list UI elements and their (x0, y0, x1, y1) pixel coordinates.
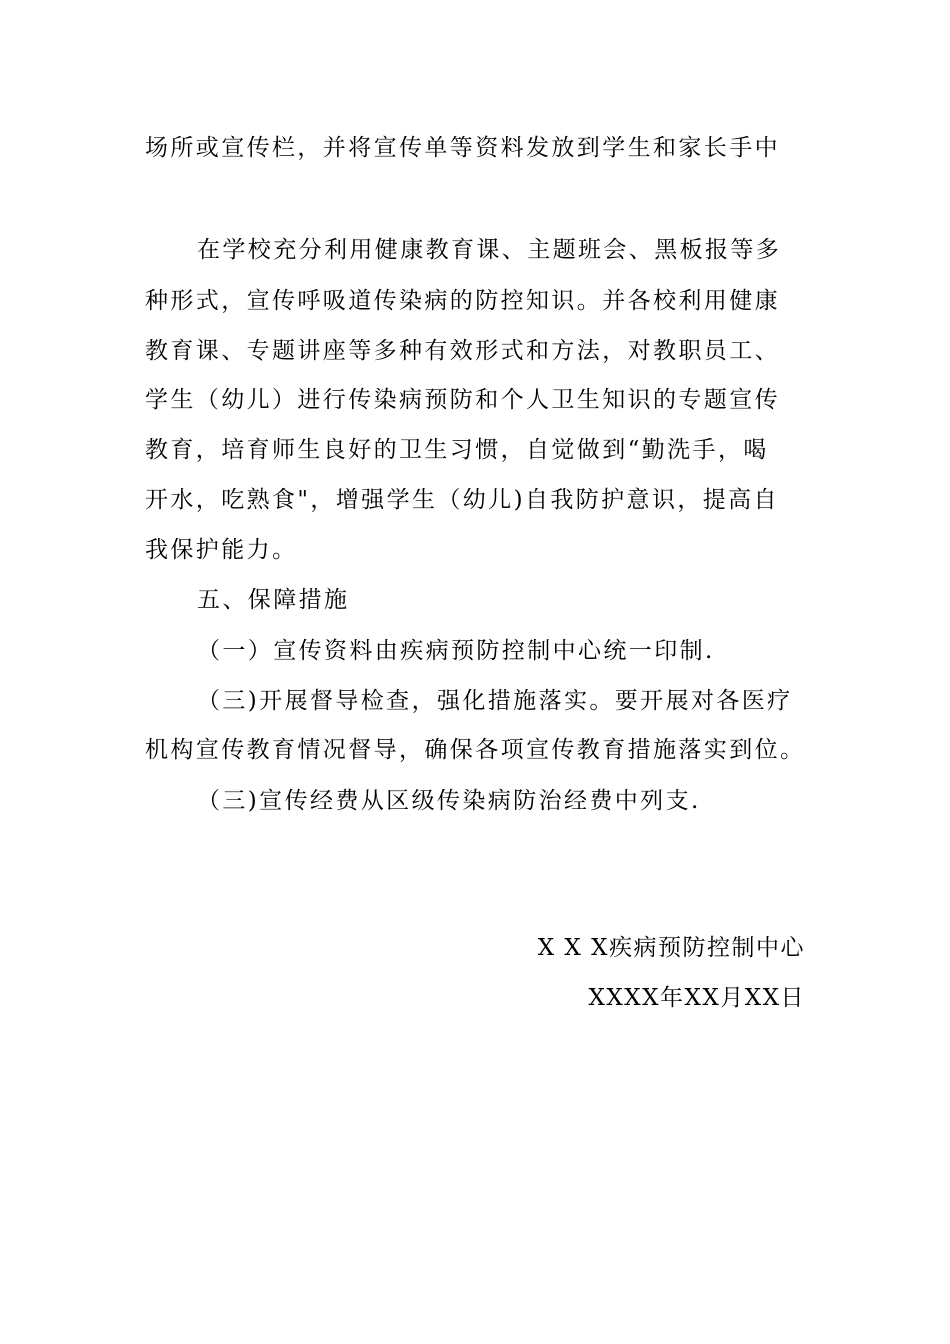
text-line: （一）宣传资料由疾病预防控制中心统一印制. (197, 638, 715, 664)
text-line: 教育，培育师生良好的卫生习惯，自觉做到“勤洗手，喝 (145, 437, 769, 463)
text-line: 我保护能力。 (145, 537, 298, 563)
text-line: （三)开展督导检查，强化措施落实。要开展对各医疗 (197, 688, 793, 714)
text-line: 场所或宣传栏，并将宣传单等资料发放到学生和家长手中 (145, 135, 780, 161)
text-line: 学生（幼儿）进行传染病预防和个人卫生知识的专题宣传 (145, 387, 780, 413)
text-line: 机构宣传教育情况督导，确保各项宣传教育措施落实到位。 (145, 737, 805, 763)
signature-date: XXXX年XX月XX日 (588, 985, 805, 1011)
section-heading: 五、保障措施 (197, 587, 350, 613)
signature-organization: X X X疾病预防控制中心 (537, 935, 805, 961)
text-line: 教育课、专题讲座等多种有效形式和方法，对教职员工、 (145, 338, 780, 364)
text-line: （三)宣传经费从区级传染病防治经费中列支. (197, 788, 701, 814)
text-line: 种形式，宣传呼吸道传染病的防控知识。并各校利用健康 (145, 288, 780, 314)
text-line: 开水，吃熟食"，增强学生（幼儿)自我防护意识，提高自 (145, 487, 779, 513)
text-line: 在学校充分利用健康教育课、主题班会、黑板报等多 (197, 237, 782, 263)
